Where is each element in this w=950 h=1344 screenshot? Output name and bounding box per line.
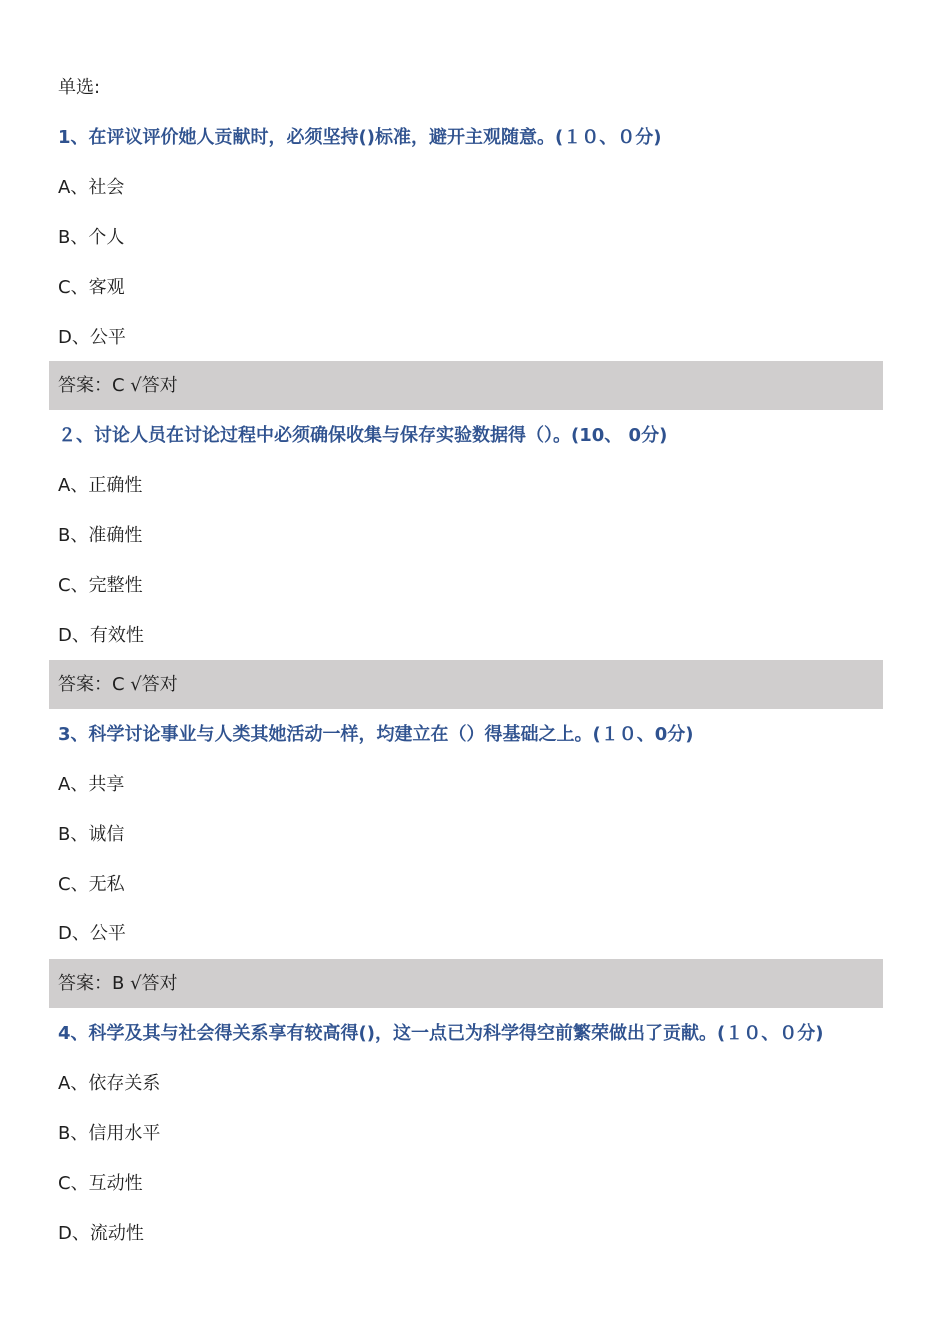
- answer-bar: [49, 361, 883, 410]
- option-d: D、公平: [58, 327, 126, 348]
- question-stem: ２、讨论人员在讨论过程中必须确保收集与保存实验数据得（）。(10、 0分): [58, 425, 668, 446]
- option-d: D、有效性: [58, 625, 144, 646]
- answer-text: 答案：C √答对: [58, 375, 178, 396]
- question-stem: 4、科学及其与社会得关系享有较高得()，这一点已为科学得空前繁荣做出了贡献。(１０、０分): [58, 1023, 824, 1044]
- option-c: C、无私: [58, 874, 125, 895]
- answer-text: 答案：C √答对: [58, 674, 178, 695]
- option-a: A、正确性: [58, 475, 143, 496]
- option-a: A、社会: [58, 177, 125, 198]
- question-stem: 1、在评议评价她人贡献时，必须坚持()标准，避开主观随意。(１０、０分): [58, 127, 662, 148]
- option-a: A、共享: [58, 774, 125, 795]
- option-b: B、个人: [58, 227, 125, 248]
- answer-text: 答案：B √答对: [58, 973, 178, 994]
- option-b: B、准确性: [58, 525, 143, 546]
- option-a: A、依存关系: [58, 1073, 161, 1094]
- answer-bar: [49, 959, 883, 1008]
- option-b: B、信用水平: [58, 1123, 161, 1144]
- option-b: B、诚信: [58, 824, 125, 845]
- option-d: D、流动性: [58, 1223, 144, 1244]
- section-label: 单选:: [58, 77, 101, 98]
- option-c: C、完整性: [58, 575, 143, 596]
- option-c: C、客观: [58, 277, 125, 298]
- question-stem: 3、科学讨论事业与人类其她活动一样，均建立在（）得基础之上。(１０、0分): [58, 724, 694, 745]
- answer-bar: [49, 660, 883, 709]
- option-d: D、公平: [58, 923, 126, 944]
- option-c: C、互动性: [58, 1173, 143, 1194]
